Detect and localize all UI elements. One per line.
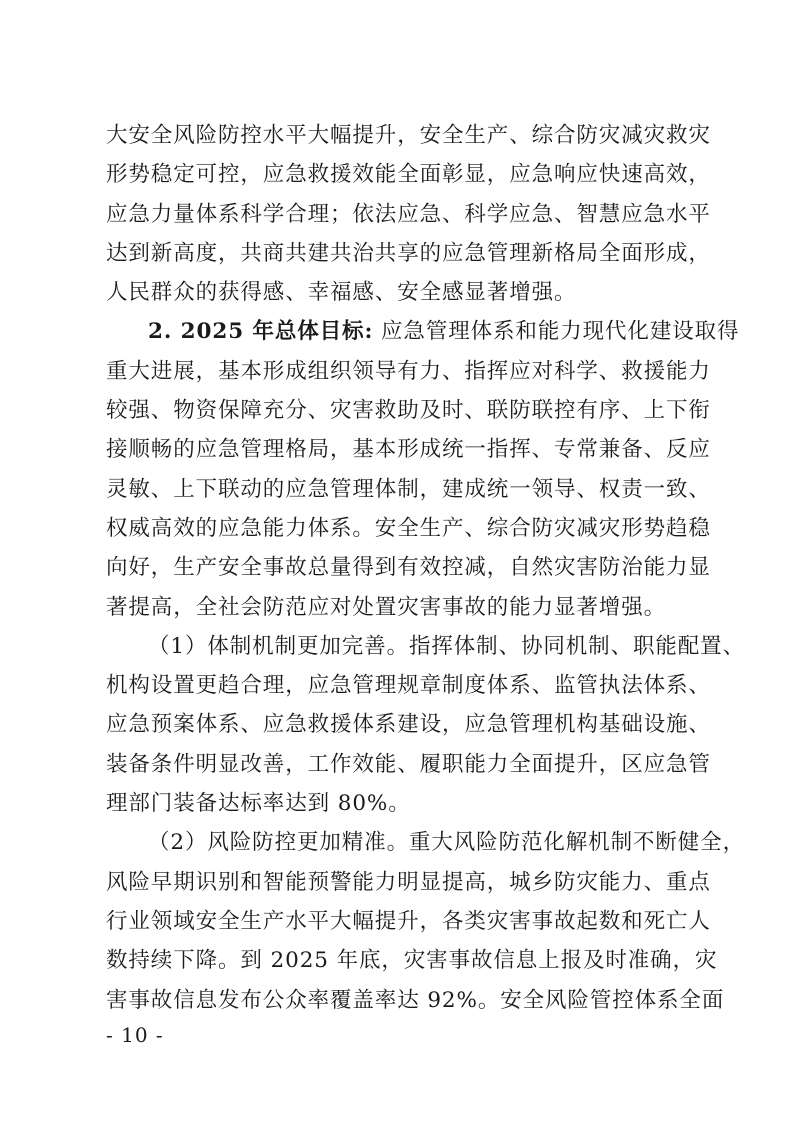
page-number: - 10 -: [106, 1023, 164, 1047]
paragraph-line: 应急预案体系、应急救援体系建设，应急管理机构基础设施、: [106, 712, 711, 738]
goal-paragraph-first-line: [106, 312, 740, 351]
paragraph-line: 大安全风险防控水平大幅提升，安全生产、综合防灾减灾救灾: [106, 123, 711, 148]
goal-text: 应急管理体系和能力现代化建设取得: [381, 319, 740, 345]
item1-first-line: （1）体制机制更加完善。指挥体制、协同机制、职能配置、: [148, 633, 745, 659]
goal-heading: 2. 2025 年总体目标:: [148, 319, 374, 345]
paragraph-line: 装备条件明显改善，工作效能、履职能力全面提升，区应急管: [106, 751, 711, 777]
item2-first-line: （2）风险防控更加精准。重大风险防范化解机制不断健全，: [148, 830, 745, 856]
paragraph-line: 重大进展，基本形成组织领导有力、指挥应对科学、救援能力: [106, 358, 711, 384]
paragraph-line: 应急力量体系科学合理；依法应急、科学应急、智慧应急水平: [106, 201, 711, 227]
paragraph-line: 灵敏、上下联动的应急管理体制，建成统一领导、权责一致、: [106, 476, 711, 502]
paragraph-line: 理部门装备达标率达到 80%。: [106, 791, 411, 817]
paragraph-line: 达到新高度，共商共建共治共享的应急管理新格局全面形成，: [106, 240, 711, 266]
body-text: [106, 116, 745, 1020]
paragraph-line: 数持续下降。到 2025 年底，灾害事故信息上报及时准确，灾: [106, 948, 718, 974]
paragraph-line: 向好，生产安全事故总量得到有效控减，自然灾害防治能力显: [106, 555, 711, 581]
paragraph-line: 害事故信息发布公众率覆盖率达 92%。安全风险管控体系全面: [106, 987, 725, 1013]
paragraph-line: 权威高效的应急能力体系。安全生产、综合防灾减灾形势趋稳: [106, 515, 711, 541]
paragraph-line: 人民群众的获得感、幸福感、安全感显著增强。: [106, 280, 577, 306]
paragraph-line: 著提高，全社会防范应对处置灾害事故的能力显著增强。: [106, 594, 667, 620]
paragraph-line: 形势稳定可控，应急救援效能全面彰显，应急响应快速高效，: [106, 162, 711, 188]
paragraph-line: 接顺畅的应急管理格局，基本形成统一指挥、专常兼备、反应: [106, 437, 711, 463]
paragraph-line: 风险早期识别和智能预警能力明显提高，城乡防灾能力、重点: [106, 869, 711, 895]
paragraph-line: 机构设置更趋合理，应急管理规章制度体系、监管执法体系、: [106, 673, 711, 699]
paragraph-line: 较强、物资保障充分、灾害救助及时、联防联控有序、上下衔: [106, 398, 711, 424]
paragraph-line: 行业领域安全生产水平大幅提升，各类灾害事故起数和死亡人: [106, 908, 711, 934]
